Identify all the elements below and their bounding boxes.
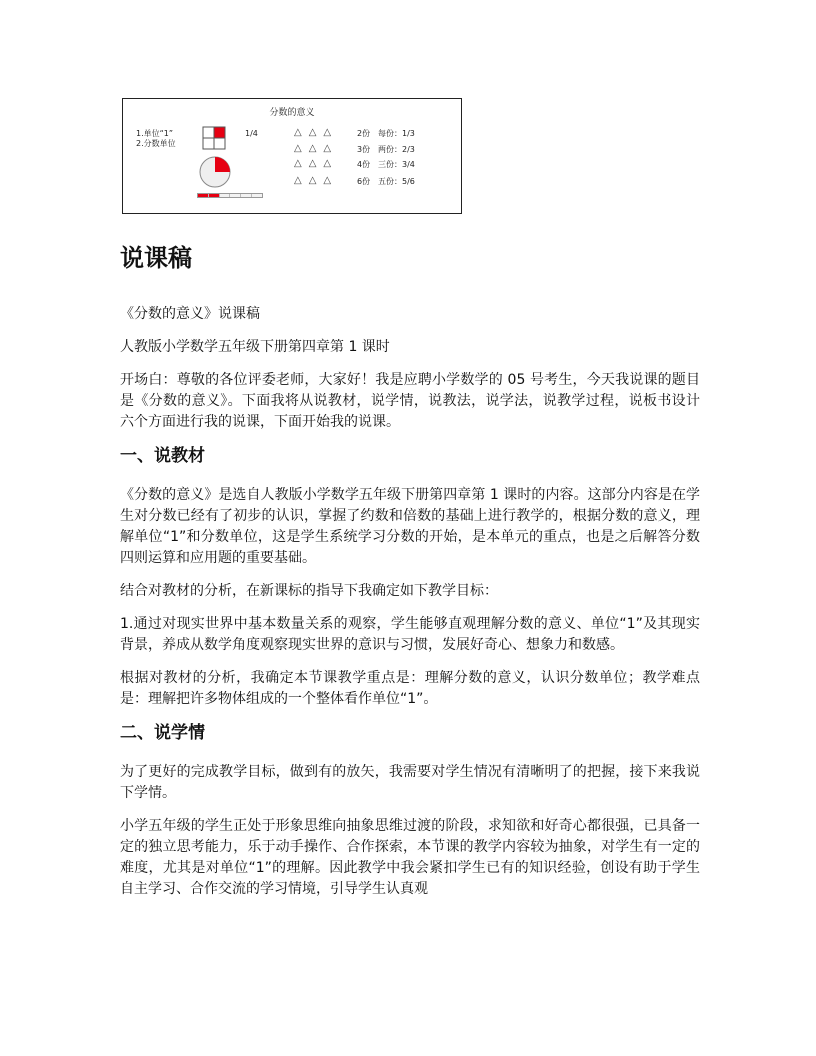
section-heading-textbook: 一、说教材	[120, 446, 205, 466]
square-quarter-figure	[202, 126, 226, 150]
paragraph: 《分数的意义》是选自人教版小学数学五年级下册第四章第 1 课时的内容。这部分内容是在学生对分数已经有了初步的认识，掌握了约数和倍数的基础上进行教学的，根据分数的意义，理解单位“1”和分数单位，这是学生系统学习分数的开始，是本单元的重点，也是之后解答分数四则运算和应用题的重要基础。	[120, 487, 700, 566]
document-body	[120, 230, 700, 912]
intro-paragraph: 开场白：尊敬的各位评委老师，大家好！我是应聘小学数学的 05 号考生，今天我说课的题目是《分数的意义》。下面我将从说教材，说学情，说教法，说学法，说教学过程，说板书设计六个方面进行我的说课，下面开始我的说课。	[120, 372, 700, 430]
board-title: 分数的意义	[269, 108, 315, 118]
doc-subtitle: 《分数的意义》说课稿	[120, 306, 260, 322]
paragraph: 根据对教材的分析，我确定本节课教学重点是：理解分数的意义，认识分数单位；教学难点是：理解把许多物体组成的一个整体看作单位“1”。	[120, 670, 700, 707]
paragraph: 1.通过对现实世界中基本数量关系的观察，学生能够直观理解分数的意义、单位“1”及其现实背景，养成从数学角度观察现实世界的意识与习惯，发展好奇心、想象力和数感。	[120, 616, 700, 653]
row-count: 6份	[357, 177, 371, 186]
row-desc: 五份：5/6	[378, 177, 415, 186]
paragraph: 为了更好的完成教学目标，做到有的放矢，我需要对学生情况有清晰明了的把握，接下来我说下学情。	[120, 764, 700, 801]
row-desc: 每份：1/3	[378, 129, 415, 138]
triangle-group: △△△	[294, 143, 339, 154]
row-count: 3份	[357, 145, 371, 154]
page-title: 说课稿	[120, 244, 192, 272]
board-fraction: 1/4	[245, 129, 258, 138]
section-heading-students: 二、说学情	[120, 723, 205, 743]
row-count: 2份	[357, 129, 371, 138]
triangle-group: △△△	[294, 127, 339, 138]
row-count: 4份	[357, 160, 371, 169]
triangle-group: △△△	[294, 158, 339, 169]
blackboard-design	[122, 98, 462, 214]
segment-bar-figure	[197, 193, 263, 198]
row-desc: 两份：2/3	[378, 145, 415, 154]
triangle-group: △△△	[294, 175, 339, 186]
doc-edition: 人教版小学数学五年级下册第四章第 1 课时	[120, 339, 390, 355]
circle-quarter-figure	[199, 156, 231, 188]
row-desc: 三份：3/4	[378, 160, 415, 169]
board-label-fraction-unit: 2.分数单位	[136, 139, 176, 148]
paragraph: 小学五年级的学生正处于形象思维向抽象思维过渡的阶段，求知欲和好奇心都很强，已具备一定的独立思考能力，乐于动手操作、合作探索，本节课的教学内容较为抽象，对学生有一定的难度，尤其是对单位“1”的理解。因此教学中我会紧扣学生已有的知识经验，创设有助于学生自主学习、合作交流的学习情境，引导学生认真观	[120, 818, 700, 897]
paragraph: 结合对教材的分析，在新课标的指导下我确定如下教学目标：	[120, 583, 498, 599]
board-label-unit-one: 1.单位“1”	[136, 129, 174, 138]
